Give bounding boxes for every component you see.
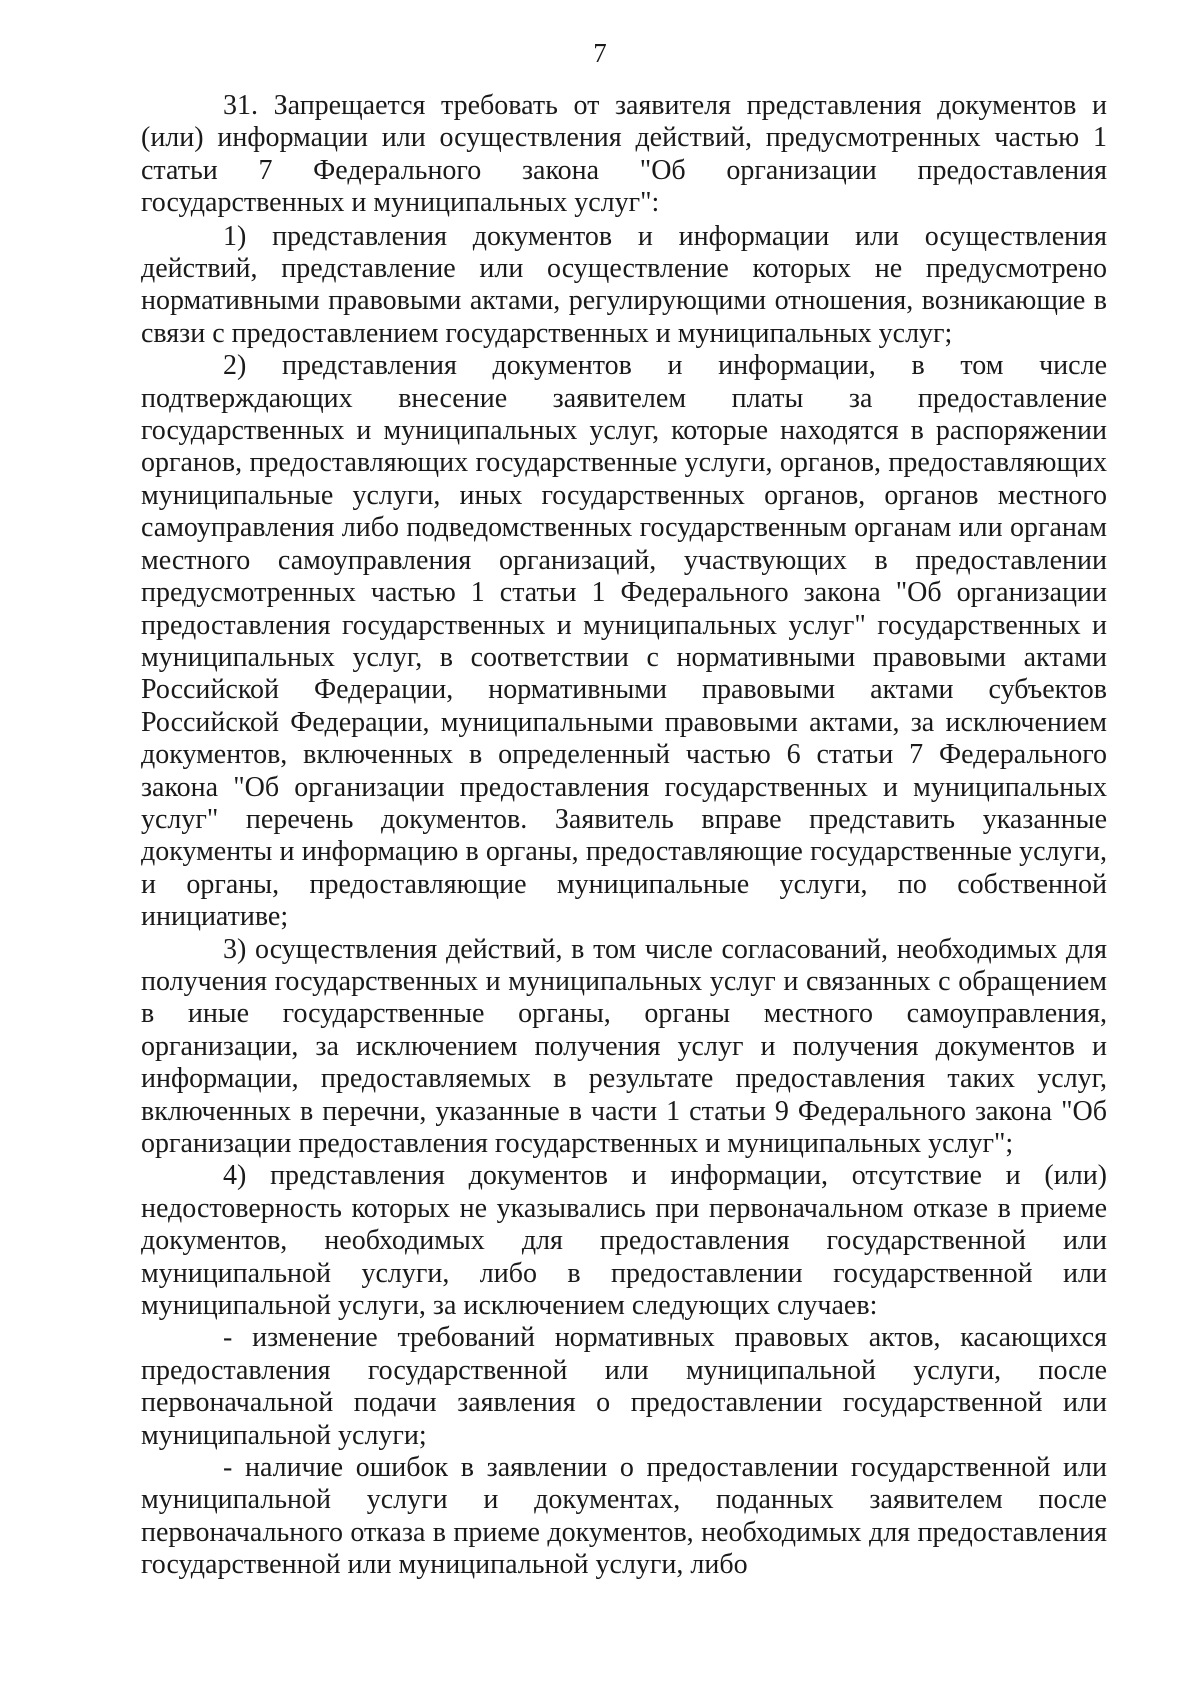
list-item-2: 2) представления документов и информации, в том числе подтверждающих внесение заявителем платы за предоставление государственных и муниципальных услуг, которые находятся в распоряжении органов, предоставляющих государственные услуги, органов, предоставляющих муниципальные услуги, иных государственных органов, органов местного самоуправления либо подведомственных государственным органам или органам местного самоуправления организаций, участвующих в предоставлении предусмотренных частью 1 статьи 1 Федерального закона "Об организации предоставления государственных и муниципальных услуг" государственных и муниципальных услуг, в соответствии с нормативными правовыми актами Российской Федерации, нормативными правовыми актами субъектов Российской Федерации, муниципальными правовыми актами, за исключением документов, включенных в определенный частью 6 статьи 7 Федерального закона "Об организации предоставления государственных и муниципальных услуг" перечень документов. Заявитель вправе представить указанные документы и информацию в органы, предоставляющие государственные услуги, и органы, предоставляющие муниципальные услуги, по собственной инициативе;: [141, 350, 1107, 933]
dash-item-regulation-change: - изменение требований нормативных правовых актов, касающихся предоставления государственной или муниципальной услуги, после первоначальной подачи заявления о предоставлении государственной или муниципальной услуги;: [141, 1322, 1107, 1451]
list-item-1: 1) представления документов и информации или осуществления действий, представление или осуществление которых не предусмотрено нормативными правовыми актами, регулирующими отношения, возникающие в связи с предоставлением государственных и муниципальных услуг;: [141, 220, 1107, 349]
page-number: 7: [593, 38, 607, 68]
dash-item-application-errors: - наличие ошибок в заявлении о предоставлении государственной или муниципальной услуги и документах, поданных заявителем после первоначального отказа в приеме документов, необходимых для предоставления государственной или муниципальной услуги, либо: [141, 1452, 1107, 1581]
document-body: [141, 90, 1107, 1582]
paragraph-31: 31. Запрещается требовать от заявителя представления документов и (или) информации или осуществления действий, предусмотренных частью 1 статьи 7 Федерального закона "Об организации предоставления государственных и муниципальных услуг":: [141, 90, 1107, 219]
list-item-4: 4) представления документов и информации, отсутствие и (или) недостоверность которых не указывались при первоначальном отказе в приеме документов, необходимых для предоставления государственной или муниципальной услуги, либо в предоставлении государственной или муниципальной услуги, за исключением следующих случаев:: [141, 1160, 1107, 1322]
list-item-3: 3) осуществления действий, в том числе согласований, необходимых для получения государственных и муниципальных услуг и связанных с обращением в иные государственные органы, органы местного самоуправления, организации, за исключением получения услуг и получения документов и информации, предоставляемых в результате предоставления таких услуг, включенных в перечни, указанные в части 1 статьи 9 Федерального закона "Об организации предоставления государственных и муниципальных услуг";: [141, 933, 1107, 1159]
